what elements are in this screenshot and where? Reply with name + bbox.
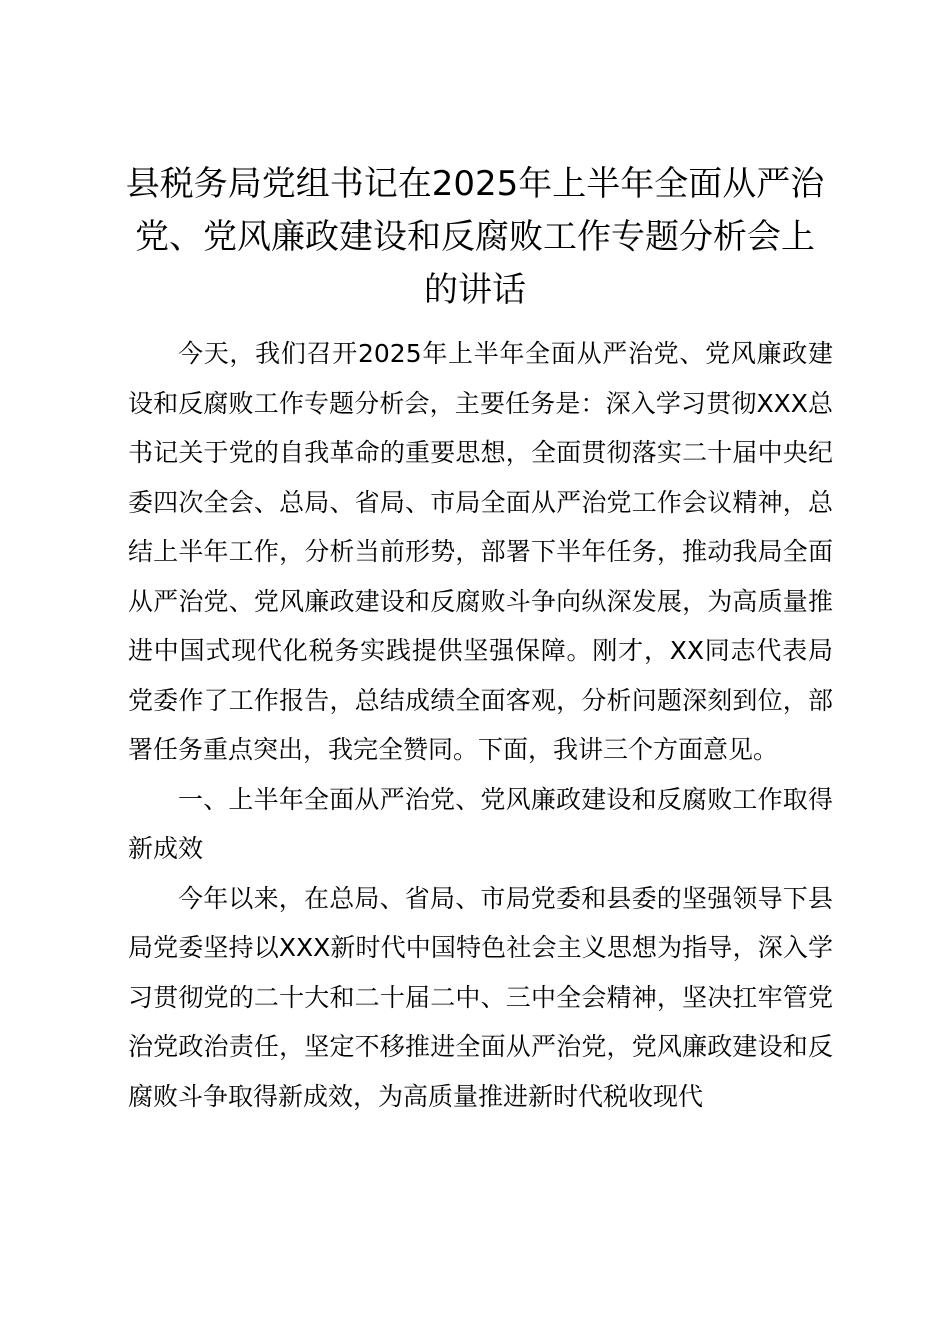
body-paragraph-opening: 今天，我们召开2025年上半年全面从严治党、党风廉政建设和反腐败工作专题分析会，主要任务是：深入学习贯彻XXX总书记关于党的自我革命的重要思想，全面贯彻落实二十届中央纪委四次全会、总局、省局、市局全面从严治党工作会议精神，总结上半年工作，分析当前形势，部署下半年任务，推动我局全面从严治党、党风廉政建设和反腐败斗争向纵深发展，为高质量推进中国式现代化税务实践提供坚强保障。刚才，XX同志代表局党委作了工作报告，总结成绩全面客观，分析问题深刻到位，部署任务重点突出，我完全赞同。下面，我讲三个方面意见。 [128,339,833,764]
section-heading-1: 一、上半年全面从严治党、党风廉政建设和反腐败工作取得新成效 [128,784,833,863]
body-paragraph-section-1: 今年以来，在总局、省局、市局党委和县委的坚强领导下县局党委坚持以XXX新时代中国特色社会主义思想为指导，深入学习贯彻党的二十大和二十届二中、三中全会精神，坚决扛牢管党治党政治责任，坚定不移推进全面从严治党，党风廉政建设和反腐败斗争取得新成效，为高质量推进新时代税收现代 [128,883,833,1111]
document-title: 县税务局党组书记在2025年上半年全面从严治党、党风廉政建设和反腐败工作专题分析会上的讲话 [125,164,825,310]
document-body [128,329,833,1121]
